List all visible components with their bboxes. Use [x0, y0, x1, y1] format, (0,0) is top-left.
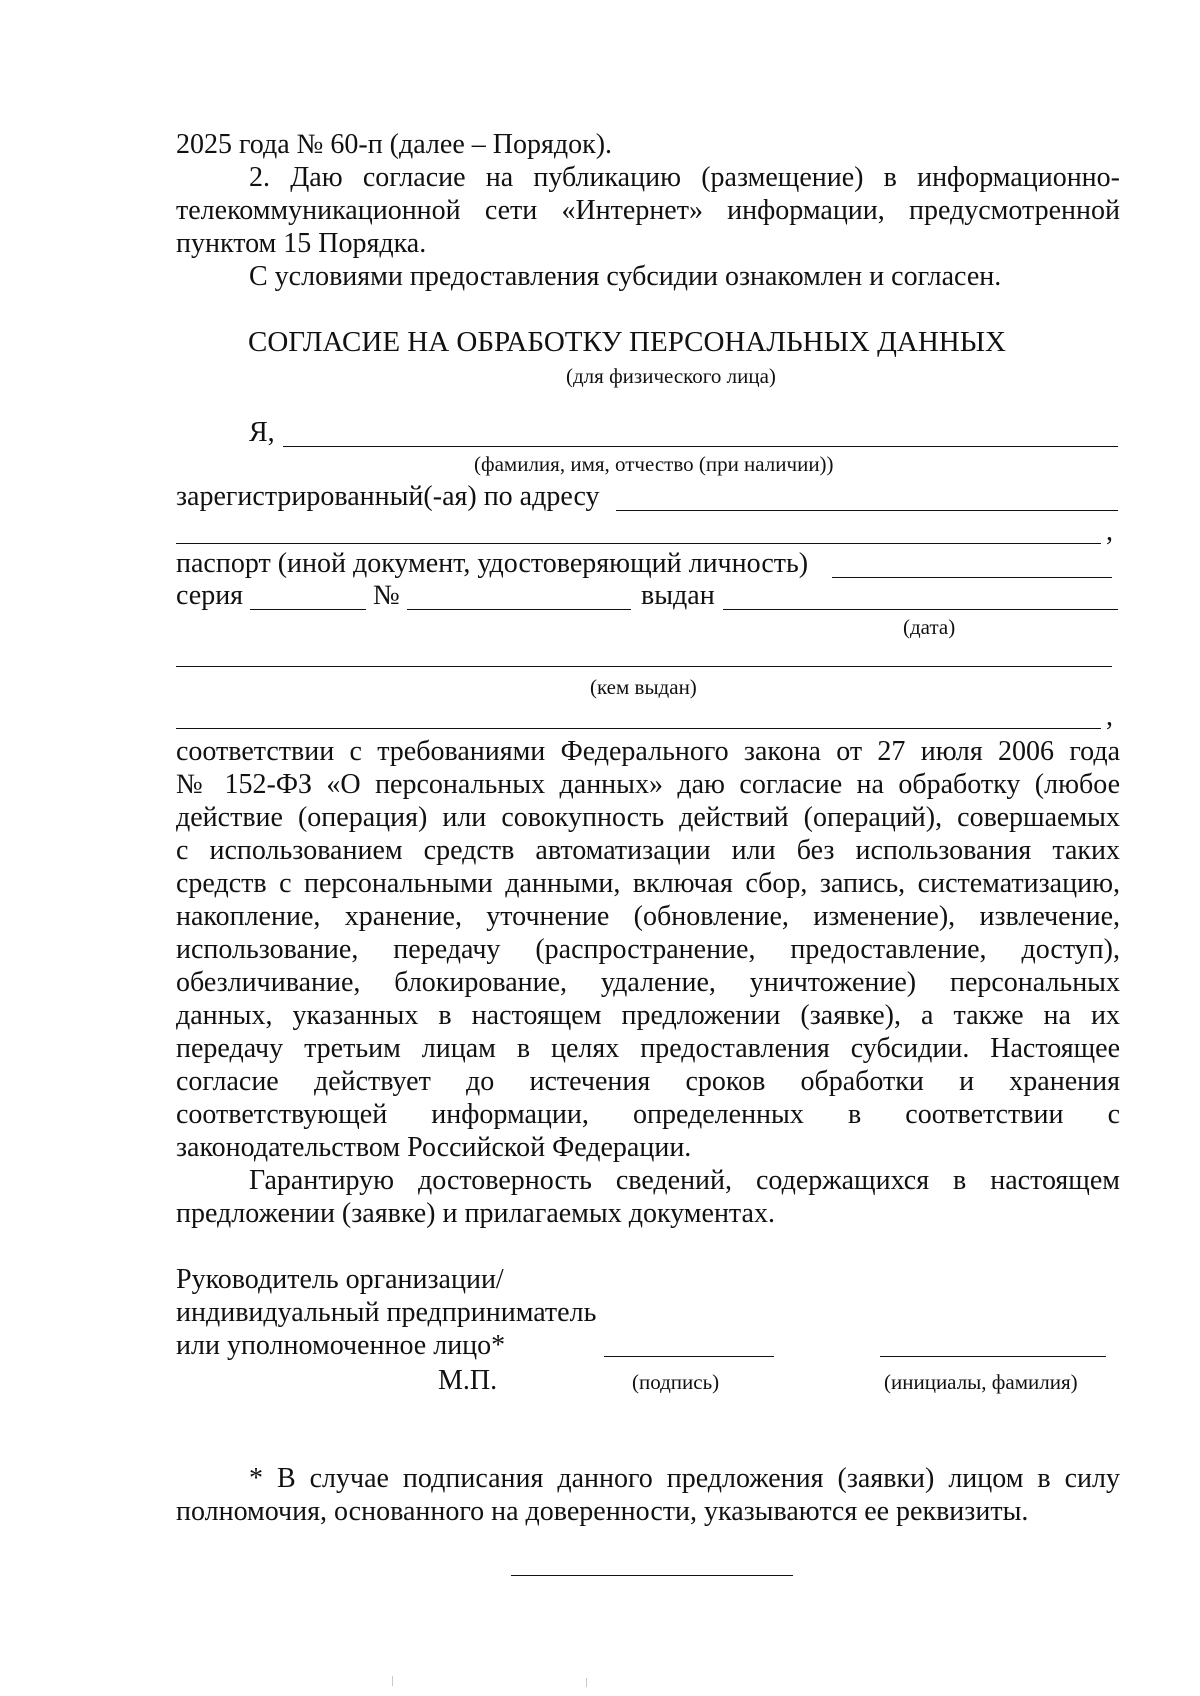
passport-document-field[interactable] [832, 577, 1112, 578]
scan-mark [392, 1676, 393, 1686]
consent-body-line: действие (операция) или совокупность действий (операций), совершаемых [176, 802, 1120, 833]
footnote-line-2: полномочия, основанного на доверенности, указываются ее реквизиты. [176, 1496, 1029, 1527]
signature-caption: (подпись) [632, 1370, 720, 1394]
issued-by-caption: (кем выдан) [590, 675, 697, 699]
consent-body-last-line: законодательством Российской Федерации. [176, 1132, 692, 1163]
passport-label: паспорт (иной документ, удостоверяющий личность) [176, 548, 809, 579]
guarantee-line-2: предложении (заявке) и прилагаемых документах. [176, 1198, 775, 1229]
consent-title: СОГЛАСИЕ НА ОБРАБОТКУ ПЕРСОНАЛЬНЫХ ДАННЫХ [248, 326, 1006, 358]
signatory-role-line-3: или уполномоченное лицо* [176, 1330, 506, 1361]
publication-consent-line-2: телекоммуникационной сети «Интернет» информации, предусмотренной [176, 195, 1120, 226]
consent-body-line: соответствующей информации, определенных в соответствии с [176, 1099, 1120, 1130]
issued-by-comma: , [1106, 701, 1113, 732]
consent-body-line: передачу третьим лицам в целях предоставления субсидии. Настоящее [176, 1033, 1120, 1064]
consent-body-line: средств с персональными данными, включая сбор, запись, систематизацию, [176, 868, 1120, 899]
i-label: Я, [249, 417, 275, 448]
number-label: № [373, 580, 400, 611]
issue-date-field[interactable] [723, 609, 1118, 610]
address-field[interactable] [616, 510, 1118, 511]
signatory-role-line-2: индивидуальный предприниматель [176, 1297, 597, 1328]
address-comma: , [1106, 516, 1113, 547]
full-name-field[interactable] [283, 446, 1118, 447]
series-field[interactable] [250, 609, 366, 610]
issued-label: выдан [641, 580, 715, 611]
guarantee-line-1: Гарантирую достоверность сведений, содержащихся в настоящем [249, 1165, 1120, 1196]
consent-body-line: использование, передачу (распространение, предоставление, доступ), [176, 934, 1120, 965]
publication-consent-line-3: пунктом 15 Порядка. [176, 228, 427, 259]
address-label: зарегистрированный(-ая) по адресу [176, 481, 600, 512]
series-label: серия [176, 580, 244, 611]
issue-date-caption: (дата) [903, 615, 956, 639]
conditions-acknowledgement: С условиями предоставления субсидии ознакомлен и согласен. [249, 261, 1002, 292]
consent-subtitle: (для физического лица) [566, 364, 776, 388]
signatory-name-field[interactable] [880, 1356, 1106, 1357]
address-field-continued[interactable] [176, 543, 1101, 544]
footnote-line-1: * В случае подписания данного предложения (заявки) лицом в силу [249, 1463, 1120, 1494]
full-name-caption: (фамилия, имя, отчество (при наличии)) [474, 452, 834, 476]
consent-body-line: с использованием средств автоматизации или без использования таких [176, 835, 1120, 866]
closing-separator [511, 1575, 793, 1576]
consent-body-line: № 152-ФЗ «О персональных данных» даю согласие на обработку (любое [176, 769, 1120, 800]
scan-mark [586, 1678, 587, 1687]
consent-body-line: согласие действует до истечения сроков обработки и хранения [176, 1066, 1120, 1097]
stamp-placeholder: М.П. [438, 1365, 498, 1396]
publication-consent-line-1: 2. Даю согласие на публикацию (размещение) в информационно- [249, 162, 1120, 193]
order-reference-line: 2025 года № 60-п (далее – Порядок). [176, 129, 613, 160]
issued-by-field-continued[interactable] [176, 728, 1101, 729]
signatory-role-line-1: Руководитель организации/ [176, 1264, 504, 1295]
consent-body-line: обезличивание, блокирование, удаление, уничтожение) персональных [176, 967, 1120, 998]
consent-body-line: данных, указанных в настоящем предложении (заявке), а также на их [176, 1000, 1120, 1031]
number-field[interactable] [407, 609, 631, 610]
consent-body-line: соответствии с требованиями Федерального закона от 27 июля 2006 года [176, 736, 1120, 767]
signature-field[interactable] [604, 1356, 774, 1357]
consent-body-line: накопление, хранение, уточнение (обновление, изменение), извлечение, [176, 901, 1120, 932]
signatory-name-caption: (инициалы, фамилия) [884, 1370, 1078, 1394]
issued-by-field[interactable] [176, 666, 1112, 667]
